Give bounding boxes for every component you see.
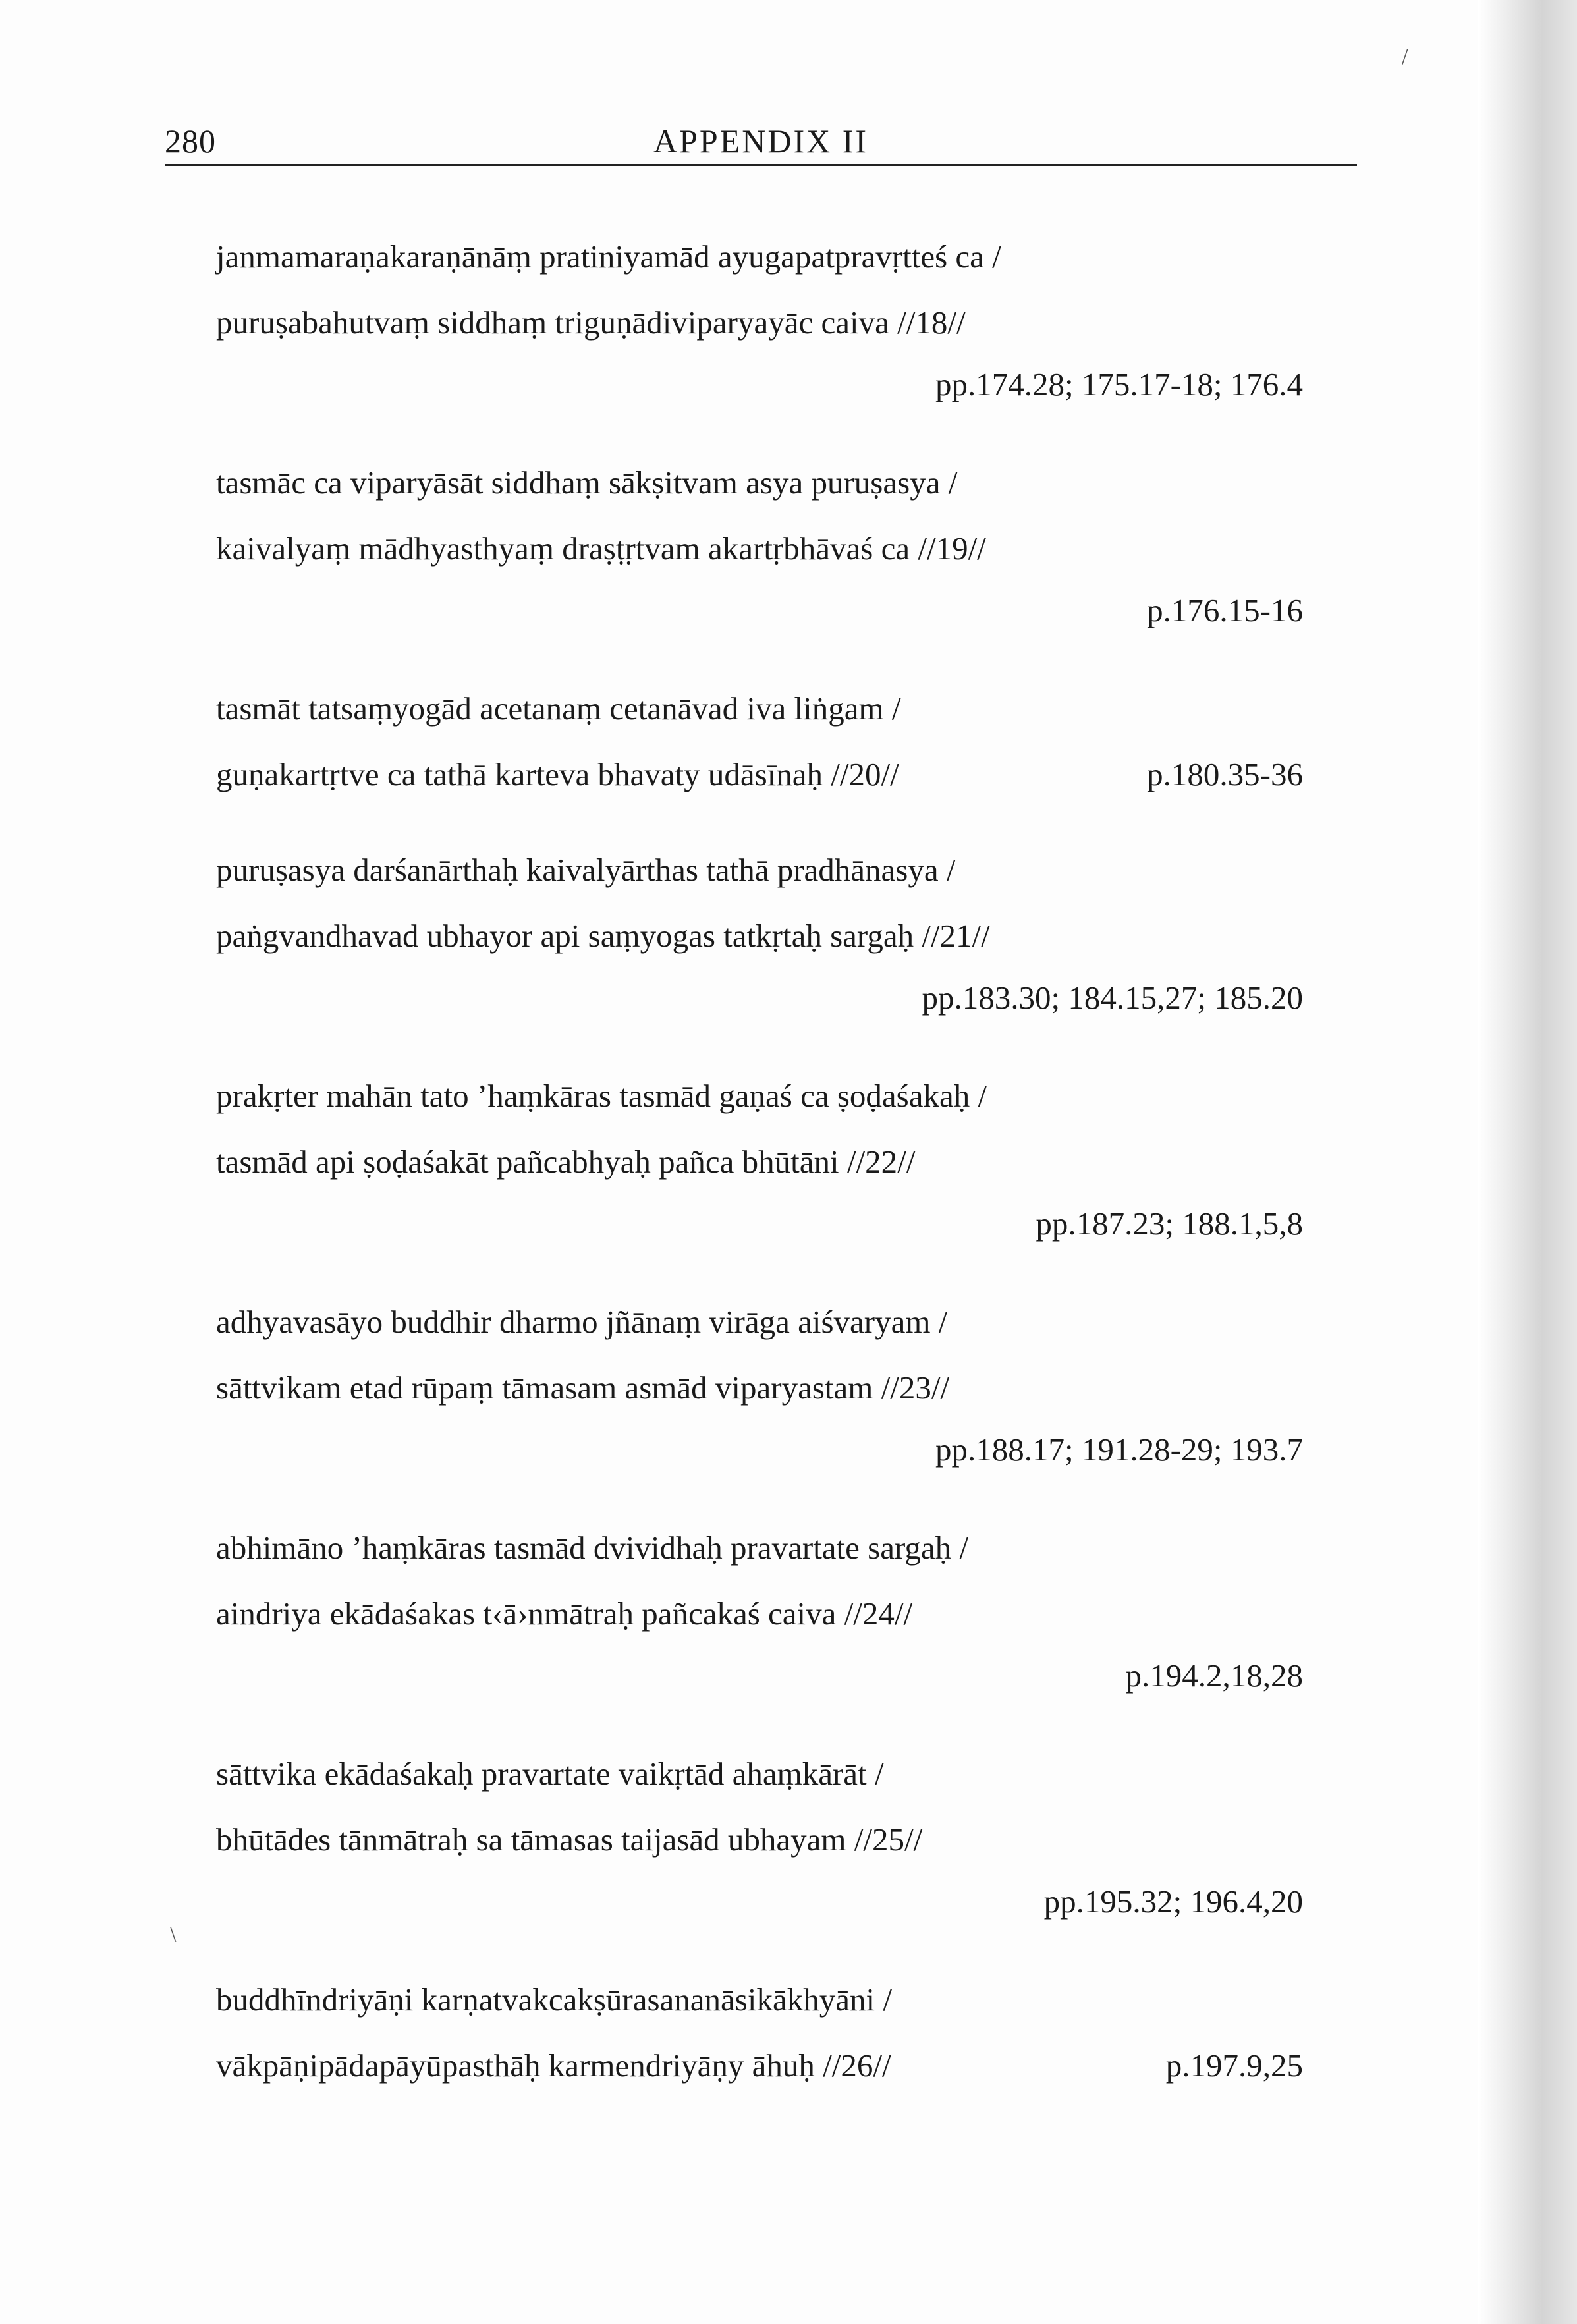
page-number: 280 [165, 123, 216, 159]
verse-25 [216, 1741, 1303, 1967]
verse-line: kaivalyaṃ mādhyasthyaṃ draṣṭṛtvam akartṛbhāvaś ca //19// [216, 530, 986, 567]
verse-line: adhyavasāyo buddhir dharmo jñānaṃ virāga aiśvaryam / [216, 1304, 948, 1340]
verse-reference: pp.187.23; 188.1,5,8 [1036, 1205, 1303, 1242]
verse-reference: p.197.9,25 [1165, 2047, 1303, 2084]
verse-list [216, 224, 1303, 2193]
scan-speck: \ [170, 1922, 177, 1947]
scan-speck: / [1402, 45, 1408, 69]
verse-line: puruṣasya darśanārthaḥ kaivalyārthas tathā pradhānasya / [216, 852, 956, 888]
verse-line: vākpāṇipādapāyūpasthāḥ karmendriyāṇy āhuḥ //26// [216, 2047, 891, 2084]
verse-reference: pp.174.28; 175.17-18; 176.4 [935, 366, 1303, 402]
verse-line: tasmād api ṣoḍaśakāt pañcabhyaḥ pañca bhūtāni //22// [216, 1144, 916, 1180]
scan-shadow-edge [1478, 0, 1577, 2324]
verse-18 [216, 224, 1303, 450]
verse-20 [216, 676, 1303, 837]
verse-line: aindriya ekādaśakas t‹ā›nmātraḥ pañcakaś caiva //24// [216, 1595, 913, 1632]
verse-21 [216, 837, 1303, 1063]
verse-line: tasmāc ca viparyāsāt siddhaṃ sākṣitvam asya puruṣasya / [216, 464, 958, 501]
verse-19 [216, 450, 1303, 676]
verse-line: buddhīndriyāṇi karṇatvakcakṣūrasananāsikākhyāni / [216, 1981, 892, 2018]
verse-reference: p.194.2,18,28 [1125, 1657, 1303, 1694]
verse-reference: p.180.35-36 [1147, 756, 1303, 792]
verse-line: abhimāno ’haṃkāras tasmād dvividhaḥ pravartate sargaḥ / [216, 1530, 969, 1566]
verse-line: bhūtādes tānmātraḥ sa tāmasas taijasād ubhayam //25// [216, 1821, 923, 1858]
verse-reference: pp.183.30; 184.15,27; 185.20 [922, 980, 1303, 1016]
verse-line: sāttvika ekādaśakaḥ pravartate vaikṛtād ahaṃkārāt / [216, 1756, 884, 1792]
verse-line: sāttvikam etad rūpaṃ tāmasam asmād viparyastam //23// [216, 1370, 950, 1406]
verse-23 [216, 1289, 1303, 1515]
verse-26 [216, 1967, 1303, 2193]
verse-reference: pp.195.32; 196.4,20 [1043, 1883, 1303, 1920]
running-head: APPENDIX II [653, 123, 869, 159]
verse-reference: pp.188.17; 191.28-29; 193.7 [935, 1431, 1303, 1468]
verse-line: puruṣabahutvaṃ siddhaṃ triguṇādiviparyayāc caiva //18// [216, 304, 966, 341]
verse-22 [216, 1063, 1303, 1289]
verse-line: janmamaraṇakaraṇānāṃ pratiniyamād ayugapatpravṛtteś ca / [216, 238, 1001, 275]
verse-line: tasmāt tatsaṃyogād acetanaṃ cetanāvad iva liṅgam / [216, 690, 901, 727]
header-rule [165, 164, 1357, 166]
verse-line: prakṛter mahān tato ’haṃkāras tasmād gaṇaś ca ṣoḍaśakaḥ / [216, 1078, 987, 1114]
verse-line: paṅgvandhavad ubhayor api saṃyogas tatkṛtaḥ sargaḥ //21// [216, 918, 990, 954]
verse-line: guṇakartṛtve ca tathā karteva bhavaty udāsīnaḥ //20// [216, 756, 899, 792]
page-header [165, 122, 1357, 165]
verse-reference: p.176.15-16 [1147, 592, 1303, 628]
verse-24 [216, 1515, 1303, 1741]
